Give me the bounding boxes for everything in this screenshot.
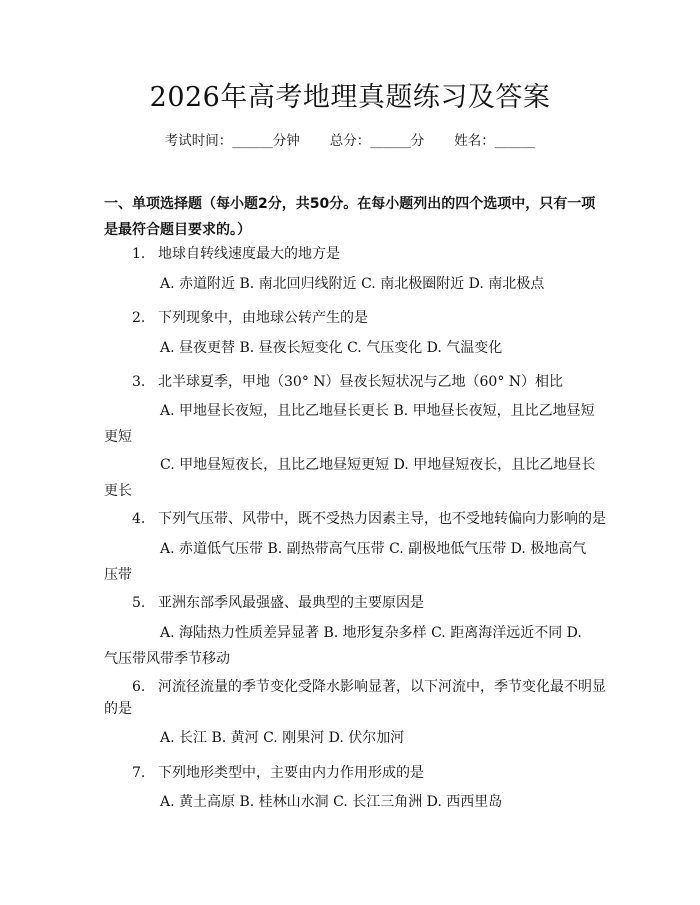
question-stem <box>132 508 606 530</box>
question-text: 下列气压带、风带中，既不受热力因素主导，也不受地转偏向力影响的是 <box>158 511 606 527</box>
question-number: 3. <box>132 374 146 390</box>
question-options: A. 海陆热力性质差异显著 B. 地形复杂多样 C. 距离海洋远近不同 D. 气压带风带季节移动 <box>104 625 582 667</box>
question-stem <box>132 676 606 698</box>
question-number: 1. <box>132 246 146 262</box>
question-options: A. 赤道附近 B. 南北回归线附近 C. 南北极圈附近 D. 南北极点 <box>160 276 545 292</box>
exam-time-field: 考试时间：______分钟 <box>164 133 300 149</box>
question-stem <box>132 371 563 393</box>
section-heading: 一、单项选择题（每小题2分，共50分。在每小题列出的四个选项中，只有一项是最符合题目要求的。） <box>104 196 596 238</box>
question-options: A. 赤道低气压带 B. 副热带高气压带 C. 副极地低气压带 D. 极地高气压带 <box>104 541 587 583</box>
question-text: 下列地形类型中，主要由内力作用形成的是 <box>158 765 424 781</box>
question-stem <box>132 762 424 784</box>
question-stem <box>132 307 368 329</box>
page-title: 2026年高考地理真题练习及答案 <box>149 82 551 113</box>
question-stem <box>132 592 424 614</box>
question-options: A. 黄土高原 B. 桂林山水洞 C. 长江三角洲 D. 西西里岛 <box>160 794 503 810</box>
question-number: 2. <box>132 310 146 326</box>
question-text: 北半球夏季，甲地（30° N）昼夜长短状况与乙地（60° N）相比 <box>158 374 564 390</box>
total-score-field: 总分：______分 <box>329 133 425 149</box>
question-options: A. 长江 B. 黄河 C. 刚果河 D. 伏尔加河 <box>160 730 405 746</box>
student-name-field: 姓名：______ <box>454 133 536 149</box>
question-text: 地球自转线速度最大的地方是 <box>158 246 340 262</box>
question-options: A. 甲地昼长夜短，且比乙地昼长更长 B. 甲地昼长夜短，且比乙地昼短更短 <box>104 403 595 445</box>
question-stem <box>132 243 340 265</box>
question-number: 7. <box>132 765 146 781</box>
question-number: 4. <box>132 511 146 527</box>
question-text-continued: 的是 <box>104 701 132 717</box>
question-text: 亚洲东部季风最强盛、最典型的主要原因是 <box>158 595 424 611</box>
question-options: A. 昼夜更替 B. 昼夜长短变化 C. 气压变化 D. 气温变化 <box>160 340 503 356</box>
question-number: 6. <box>132 679 146 695</box>
question-options: C. 甲地昼短夜长，且比乙地昼短更短 D. 甲地昼短夜长，且比乙地昼长更长 <box>104 457 596 499</box>
question-number: 5. <box>132 595 146 611</box>
question-text: 河流径流量的季节变化受降水影响显著，以下河流中，季节变化最不明显 <box>158 679 606 695</box>
question-text: 下列现象中，由地球公转产生的是 <box>158 310 368 326</box>
exam-meta <box>0 131 700 151</box>
